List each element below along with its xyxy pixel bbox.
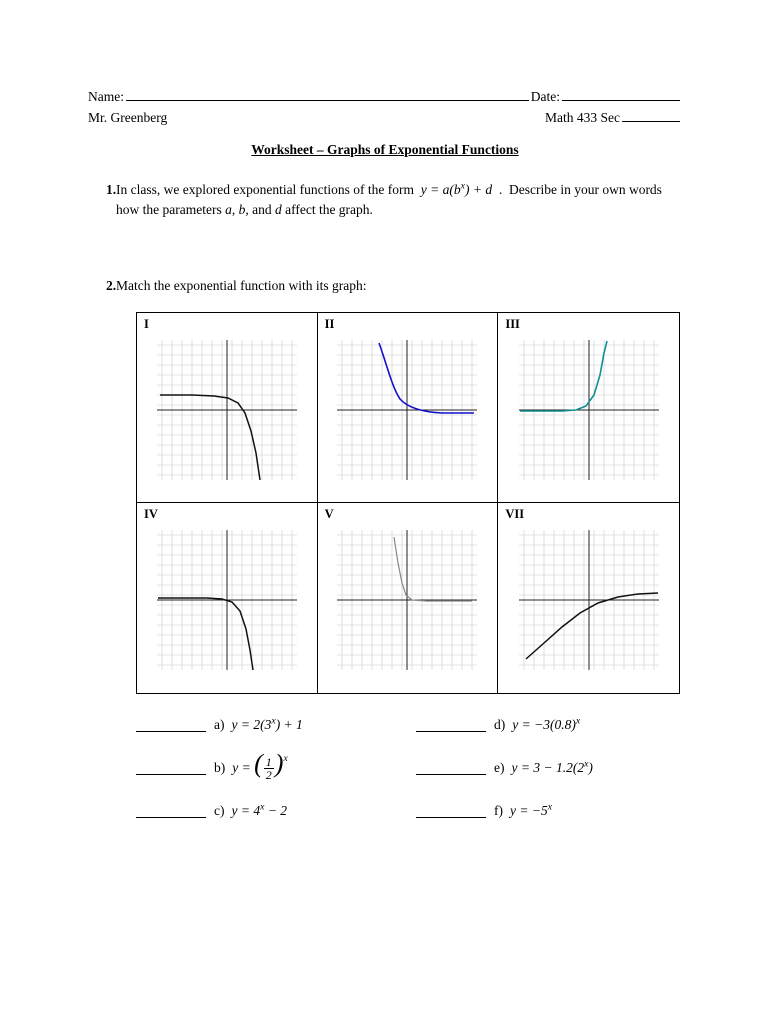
answer-c-blank[interactable]	[136, 805, 206, 818]
graph-cell-IV	[137, 503, 318, 693]
graph-cell-II	[318, 313, 499, 503]
graph-grid	[136, 312, 680, 694]
answer-a-letter: a)	[214, 717, 225, 732]
answer-f-blank[interactable]	[416, 805, 486, 818]
question-2-number: 2.	[106, 278, 117, 293]
graph-plot-II	[332, 335, 482, 485]
question-1-text-before: In class, we explored exponential functions of the form	[116, 182, 415, 197]
answer-c-function: $y = 4^x - 2$	[231, 801, 288, 818]
question-1-number: 1.	[106, 182, 117, 197]
date-blank[interactable]	[562, 88, 680, 101]
question-1	[88, 180, 682, 220]
answer-a-blank[interactable]	[136, 719, 206, 732]
answer-e-letter: e)	[494, 760, 505, 775]
graph-plot-I	[152, 335, 302, 485]
answer-d-function: $y = -3(0.8)^x$	[512, 715, 581, 732]
answer-a-function: $y = 2(3^x) + 1$	[231, 715, 303, 732]
question-1-text-after: . Describe in your own words how the parameters a, b, and d affect the graph.	[116, 182, 662, 217]
answer-choices	[136, 712, 696, 824]
answer-b	[136, 749, 416, 783]
answer-b-blank[interactable]	[136, 762, 206, 775]
graph-plot-VII	[514, 525, 664, 675]
graph-cell-VII	[498, 503, 679, 693]
graph-cell-I	[137, 313, 318, 503]
graph-plot-IV	[152, 525, 302, 675]
answer-e-blank[interactable]	[416, 762, 486, 775]
page-title: Worksheet – Graphs of Exponential Functions	[251, 142, 519, 157]
graph-label-III: III	[505, 317, 520, 331]
date-label: Date:	[530, 89, 560, 104]
section-blank[interactable]	[622, 109, 680, 122]
answer-a	[136, 712, 416, 738]
graph-label-V: V	[324, 507, 334, 521]
answer-f-letter: f)	[494, 803, 503, 818]
answer-b-letter: b)	[214, 760, 226, 775]
question-2-text: Match the exponential function with its graph:	[116, 278, 367, 293]
graph-cell-III	[498, 313, 679, 503]
answer-c	[136, 798, 416, 824]
graph-cell-V	[318, 503, 499, 693]
answer-e	[416, 754, 696, 782]
answer-e-function: $y = 3 - 1.2(2^x)$	[511, 758, 593, 775]
answer-d	[416, 712, 696, 738]
question-1-body	[116, 180, 682, 220]
answer-b-function: y = ( $\frac{1}{2}$ )$^x$	[232, 749, 288, 783]
teacher-course-row	[88, 108, 682, 128]
graph-label-IV: IV	[144, 507, 158, 521]
question-1-formula: $y = a(b^x) + d$	[417, 180, 496, 197]
teacher-name: Mr. Greenberg	[88, 110, 168, 125]
name-label: Name:	[88, 89, 124, 104]
graph-plot-V	[332, 525, 482, 675]
answer-f-function: $y = -5^x$	[510, 801, 553, 818]
name-blank[interactable]	[126, 88, 529, 101]
graph-label-II: II	[324, 317, 335, 331]
graph-label-I: I	[144, 317, 149, 331]
graph-label-VII: VII	[505, 507, 525, 521]
name-date-row	[88, 88, 682, 106]
answer-d-letter: d)	[494, 717, 506, 732]
course-label: Math 433 Sec	[545, 110, 620, 125]
answer-d-blank[interactable]	[416, 719, 486, 732]
graph-plot-III	[514, 335, 664, 485]
answer-f	[416, 798, 696, 824]
answer-c-letter: c)	[214, 803, 225, 818]
question-2	[88, 276, 682, 296]
